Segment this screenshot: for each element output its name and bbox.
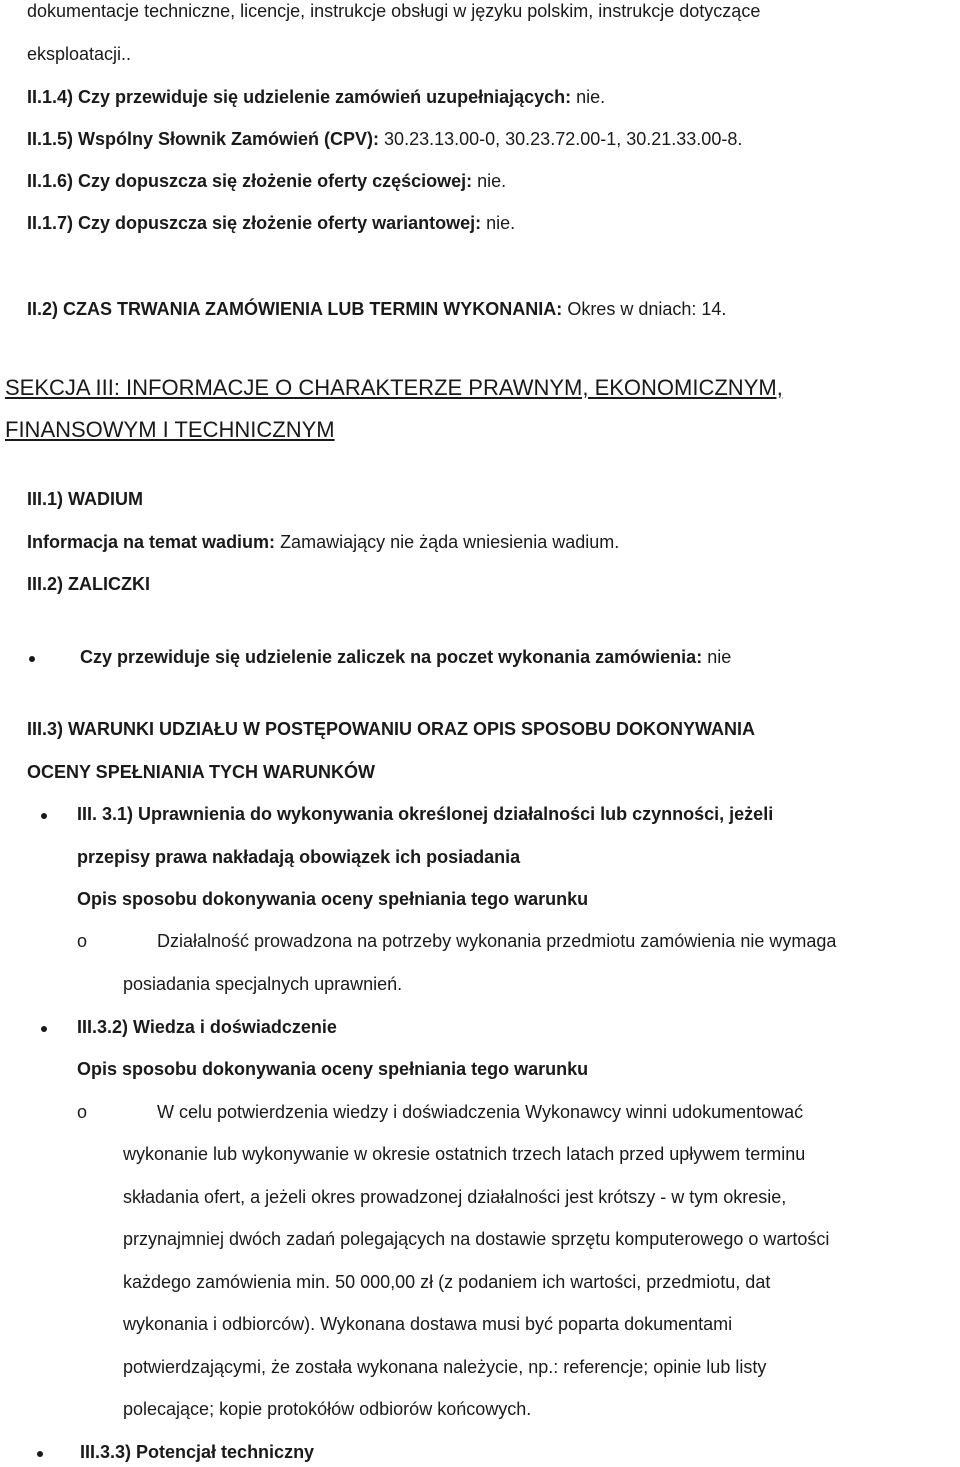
field-label: II.1.4) Czy przewiduje się udzielenie zamówień uzupełniających:: [27, 87, 572, 107]
condition-heading: przepisy prawa nakładają obowiązek ich posiadania: [77, 847, 521, 867]
field-value: Okres w dniach: 14.: [562, 299, 727, 319]
condition-heading: III.3.2) Wiedza i doświadczenie: [77, 1017, 337, 1037]
field-II-1-7: [27, 212, 515, 234]
subsection-heading: III.2) ZALICZKI: [27, 574, 150, 594]
field-label: II.1.7) Czy dopuszcza się złożenie oferty wariantowej:: [27, 213, 482, 233]
circle-bullet-icon: o: [77, 1102, 88, 1122]
field-label: II.2) CZAS TRWANIA ZAMÓWIENIA LUB TERMIN WYKONANIA:: [27, 299, 563, 319]
field-value: Zamawiający nie żąda wniesienia wadium.: [275, 532, 620, 552]
field-label: Czy przewiduje się udzielenie zaliczek na poczet wykonania zamówienia:: [80, 647, 703, 667]
condition-heading: III.3.3) Potencjał techniczny: [80, 1442, 315, 1462]
condition-text: Działalność prowadzona na potrzeby wykonania przedmiotu zamówienia nie wymaga: [157, 931, 837, 951]
subsection-heading: III.1) WADIUM: [27, 489, 143, 509]
field-II-2: [27, 298, 726, 320]
bullet-icon: [37, 1451, 43, 1457]
field-label: Informacja na temat wadium:: [27, 532, 276, 552]
condition-text: polecające; kopie protokółów odbiorów końcowych.: [123, 1399, 532, 1419]
field-wadium: [27, 531, 619, 553]
condition-label: Opis sposobu dokonywania oceny spełniania tego warunku: [77, 889, 589, 909]
field-II-1-6: [27, 170, 506, 192]
section-title: SEKCJA III: INFORMACJE O CHARAKTERZE PRAWNYM, EKONOMICZNYM,: [5, 375, 783, 400]
field-value: nie.: [571, 87, 606, 107]
bullet-icon: [41, 1026, 47, 1032]
bullet-icon: [41, 813, 47, 819]
section-title: FINANSOWYM I TECHNICZNYM: [5, 417, 335, 442]
field-value: nie: [702, 647, 732, 667]
subsection-heading: OCENY SPEŁNIANIA TYCH WARUNKÓW: [27, 762, 376, 782]
text-line: dokumentacje techniczne, licencje, instrukcje obsługi w języku polskim, instrukcje dotyczące: [27, 1, 761, 21]
condition-text: wykonania i odbiorców). Wykonana dostawa musi być poparta dokumentami: [123, 1314, 733, 1334]
condition-text: posiadania specjalnych uprawnień.: [123, 974, 403, 994]
condition-label: Opis sposobu dokonywania oceny spełniania tego warunku: [77, 1059, 589, 1079]
condition-heading: III. 3.1) Uprawnienia do wykonywania określonej działalności lub czynności, jeżeli: [77, 804, 774, 824]
condition-text: potwierdzającymi, że została wykonana należycie, np.: referencje; opinie lub listy: [123, 1357, 767, 1377]
condition-text: przynajmniej dwóch zadań polegających na dostawie sprzętu komputerowego o wartości: [123, 1229, 830, 1249]
field-label: II.1.5) Wspólny Słownik Zamówień (CPV):: [27, 129, 380, 149]
subsection-heading: III.3) WARUNKI UDZIAŁU W POSTĘPOWANIU ORAZ OPIS SPOSOBU DOKONYWANIA: [27, 719, 756, 739]
field-II-1-5: [27, 128, 742, 150]
field-value: nie.: [481, 213, 516, 233]
field-II-1-4: [27, 86, 605, 108]
condition-text: każdego zamówienia min. 50 000,00 zł (z podaniem ich wartości, przedmiotu, dat: [123, 1272, 771, 1292]
field-zaliczki: [80, 646, 731, 668]
condition-text: W celu potwierdzenia wiedzy i doświadczenia Wykonawcy winni udokumentować: [157, 1102, 804, 1122]
field-value: nie.: [472, 171, 507, 191]
field-label: II.1.6) Czy dopuszcza się złożenie oferty częściowej:: [27, 171, 473, 191]
bullet-icon: [29, 656, 35, 662]
condition-text: wykonanie lub wykonywanie w okresie ostatnich trzech latach przed upływem terminu: [123, 1144, 806, 1164]
text-line: eksploatacji..: [27, 44, 132, 64]
circle-bullet-icon: o: [77, 931, 88, 951]
condition-text: składania ofert, a jeżeli okres prowadzonej działalności jest krótszy - w tym okresie,: [123, 1187, 787, 1207]
field-value: 30.23.13.00-0, 30.23.72.00-1, 30.21.33.00-8.: [379, 129, 743, 149]
